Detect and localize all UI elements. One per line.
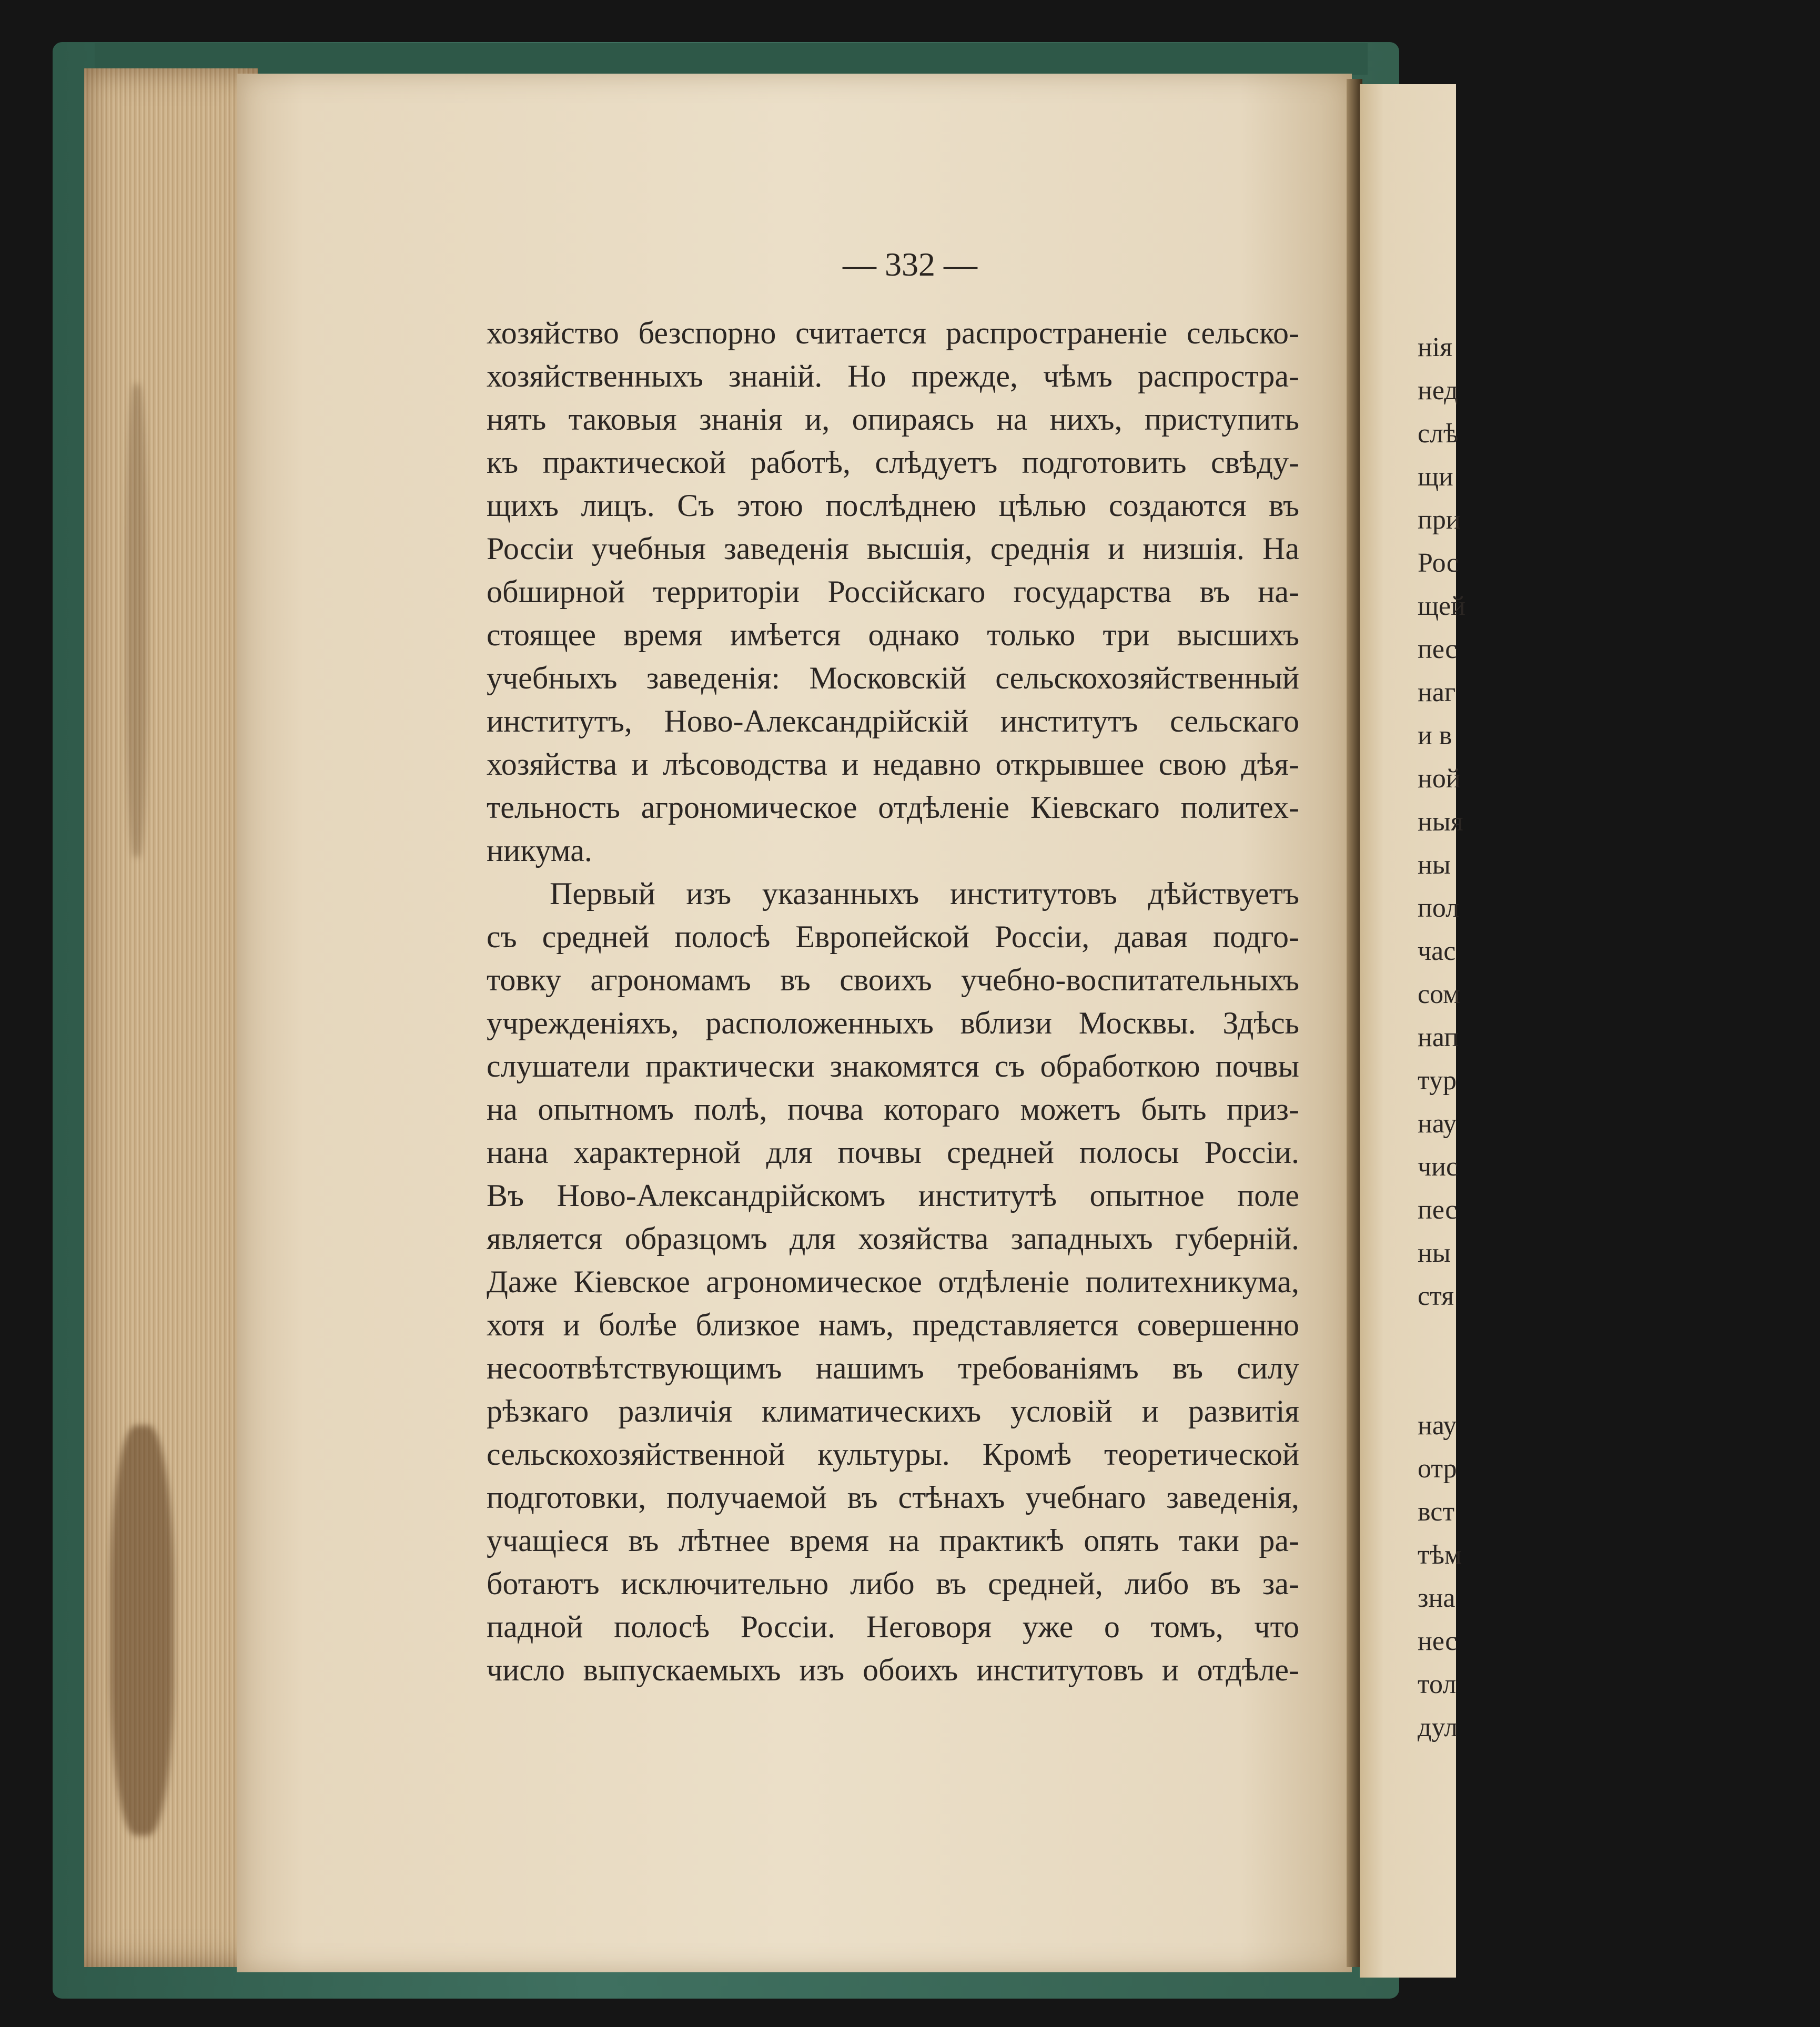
right-page-fragment: сом xyxy=(1418,979,1460,1009)
right-page-fragment: Рос xyxy=(1418,548,1459,578)
text-line: съ средней полосѣ Европейской Россіи, давая подго- xyxy=(487,919,1299,954)
text-line: Даже Кіевское агрономическое отдѣленіе политехникума, xyxy=(487,1264,1299,1299)
text-line: является образцомъ для хозяйства западныхъ губерній. xyxy=(487,1221,1299,1256)
right-page-fragment: тол xyxy=(1418,1669,1457,1699)
page-text xyxy=(487,311,1299,1691)
text-line: число выпускаемыхъ изъ обоихъ институтовъ и отдѣле- xyxy=(487,1653,1299,1687)
text-line: Россіи учебныя заведенія высшія, среднія и низшія. На xyxy=(487,531,1299,566)
right-page-fragment: нес xyxy=(1418,1626,1458,1656)
text-line: подготовки, получаемой въ стѣнахъ учебнаго заведенія, xyxy=(487,1480,1299,1515)
book-cover-top-edge xyxy=(95,43,1368,75)
page-number: — 332 — xyxy=(843,246,977,283)
paragraph-gap xyxy=(1418,1361,1465,1404)
right-page-fragment: отр xyxy=(1418,1454,1457,1484)
right-page-fragment: тур xyxy=(1418,1066,1457,1096)
text-line: хозяйства и лѣсоводства и недавно открывшее свою дѣя- xyxy=(487,747,1299,782)
right-page-fragment: час xyxy=(1418,936,1456,966)
right-page-fragment: пес xyxy=(1418,1195,1458,1225)
right-page-fragment: ныя xyxy=(1418,807,1463,837)
right-page-fragment: тѣм xyxy=(1418,1540,1462,1570)
right-page-fragment: при xyxy=(1418,505,1461,535)
text-line: учебныхъ заведенія: Московскій сельскохозяйственный xyxy=(487,661,1299,695)
text-line: Въ Ново-Александрійскомъ институтѣ опытное поле xyxy=(487,1178,1299,1213)
right-page-fragment: дул xyxy=(1418,1712,1458,1742)
right-page-fragment: и в xyxy=(1418,721,1452,751)
right-page-fragment: нау xyxy=(1418,1411,1457,1441)
right-page-fragment: пес xyxy=(1418,634,1458,664)
page-edge-stain xyxy=(126,384,147,857)
paragraph-gap xyxy=(1418,1318,1465,1361)
text-line: несоотвѣтствующимъ нашимъ требованіямъ въ силу xyxy=(487,1351,1299,1385)
right-page-fragment: нау xyxy=(1418,1109,1457,1139)
text-line: падной полосѣ Россіи. Неговоря уже о томъ, что xyxy=(487,1609,1299,1644)
right-page-fragment: щей xyxy=(1418,591,1465,621)
text-line: рѣзкаго различія климатическихъ условій и развитія xyxy=(487,1394,1299,1428)
text-line: товку агрономамъ въ своихъ учебно-воспитательныхъ xyxy=(487,962,1299,997)
text-line: нана характерной для почвы средней полосы Россіи. xyxy=(487,1135,1299,1170)
right-page-fragment: ной xyxy=(1418,764,1461,794)
right-page-fragment: щи xyxy=(1418,462,1453,492)
right-page-text-fragments xyxy=(1418,326,1465,1749)
right-page-fragment: нап xyxy=(1418,1022,1459,1052)
right-page-fragment: нед xyxy=(1418,376,1458,406)
right-page-fragment: ны xyxy=(1418,850,1451,880)
right-page-fragment: стя xyxy=(1418,1281,1454,1311)
right-page-fragment: пол xyxy=(1418,893,1460,923)
text-line: хотя и болѣе близкое намъ, представляется совершенно xyxy=(487,1308,1299,1342)
text-line: стоящее время имѣется однако только три высшихъ xyxy=(487,617,1299,652)
text-line: сельскохозяйственной культуры. Кромѣ теоретической xyxy=(487,1437,1299,1472)
right-page-fragment: слѣ xyxy=(1418,419,1459,449)
text-line: на опытномъ полѣ, почва котораго можетъ быть приз- xyxy=(487,1092,1299,1127)
text-line: хозяйство безспорно считается распространеніе сельско- xyxy=(487,316,1299,350)
text-line: тельность агрономическое отдѣленіе Кіевскаго политех- xyxy=(487,790,1299,825)
page-edge-stain xyxy=(110,1425,174,1836)
text-line: учащіеся въ лѣтнее время на практикѣ опять таки ра- xyxy=(487,1523,1299,1558)
right-page-fragment: ны xyxy=(1418,1238,1451,1268)
text-line: институтъ, Ново-Александрійскій институтъ сельскаго xyxy=(487,704,1299,738)
text-line: учрежденіяхъ, расположенныхъ вблизи Москвы. Здѣсь xyxy=(487,1006,1299,1040)
text-line: ботаютъ исключительно либо въ средней, либо въ за- xyxy=(487,1566,1299,1601)
text-line: Первый изъ указанныхъ институтовъ дѣйствуетъ xyxy=(550,876,1299,911)
text-line: нять таковыя знанія и, опираясь на нихъ, приступить xyxy=(487,402,1299,437)
text-line: слушатели практически знакомятся съ обработкою почвы xyxy=(487,1049,1299,1083)
text-line: хозяйственныхъ знаній. Но прежде, чѣмъ распростра- xyxy=(487,359,1299,393)
text-line: къ практической работѣ, слѣдуетъ подготовить свѣду- xyxy=(487,445,1299,480)
text-line: обширной территоріи Россійскаго государства въ на- xyxy=(487,574,1299,609)
right-page-fragment: зна xyxy=(1418,1583,1455,1613)
right-page-fragment: нія xyxy=(1418,332,1453,362)
right-page-fragment: чис xyxy=(1418,1152,1459,1182)
right-page-fragment: наг xyxy=(1418,677,1456,707)
right-page-fragment: вст xyxy=(1418,1497,1455,1527)
text-line: никума. xyxy=(487,833,592,868)
text-line: щихъ лицъ. Съ этою послѣднею цѣлью создаются въ xyxy=(487,488,1299,523)
page-block-edges xyxy=(84,68,258,1967)
